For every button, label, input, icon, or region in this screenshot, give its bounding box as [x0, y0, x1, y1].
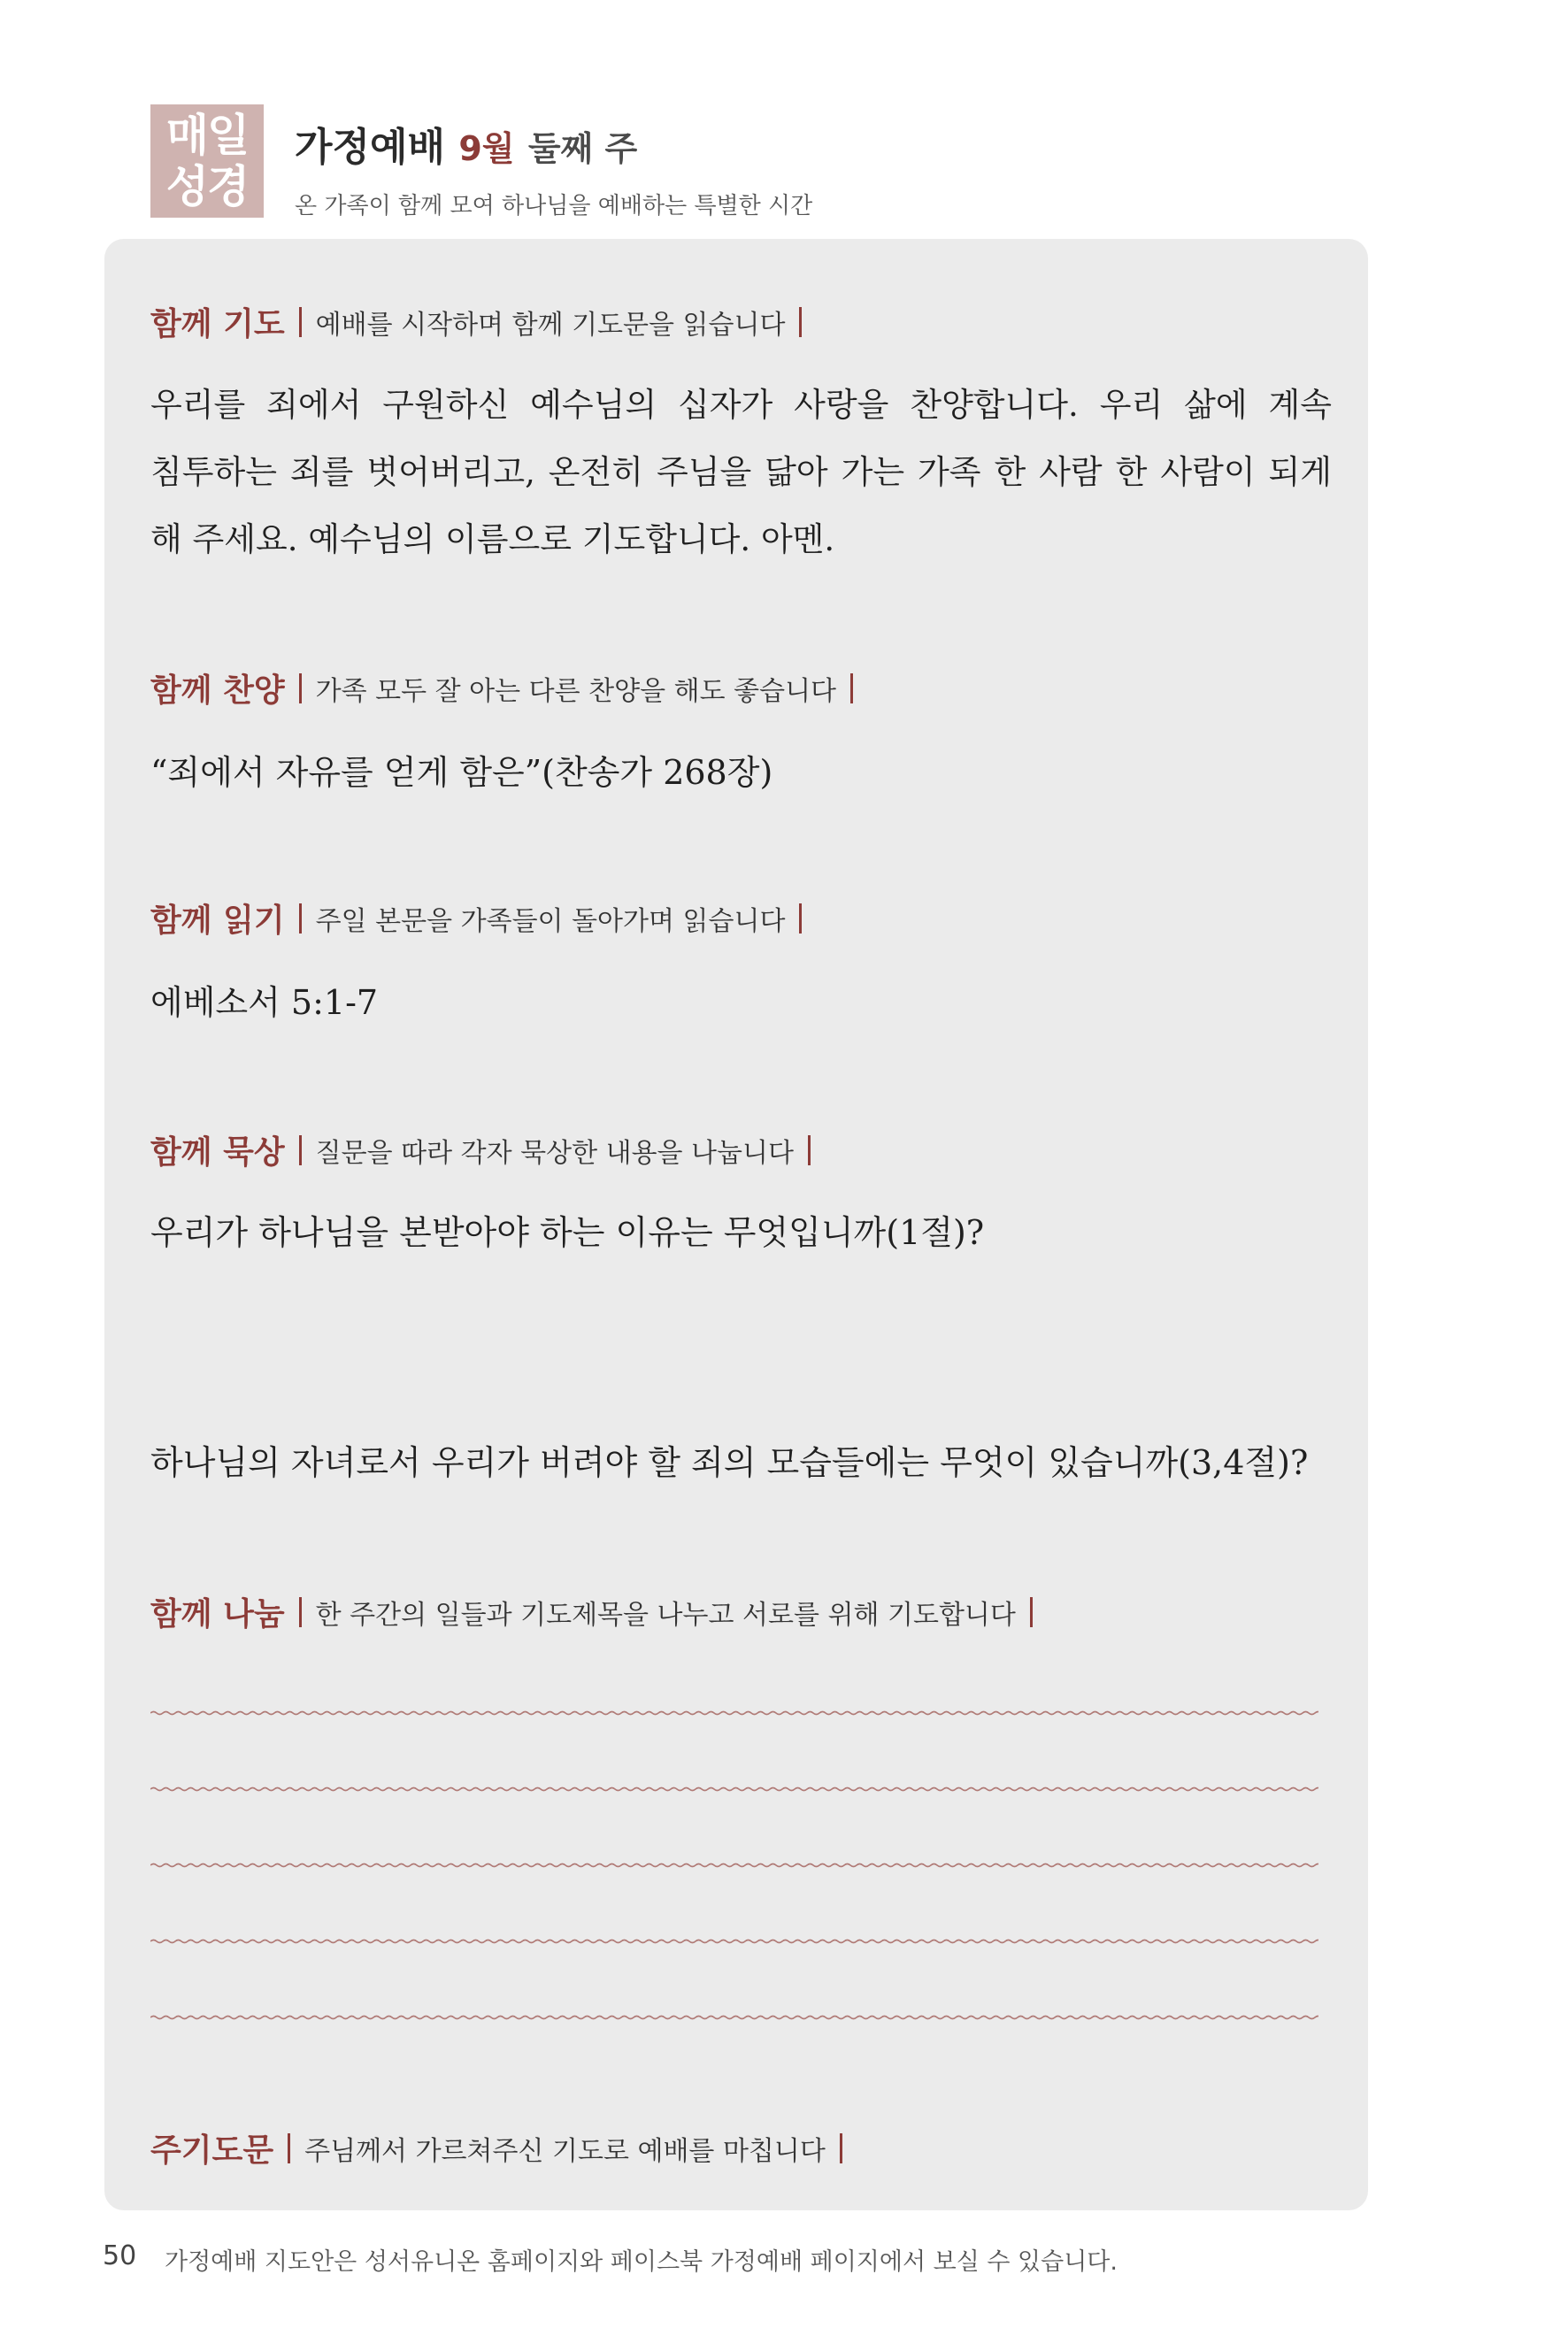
section-lords-prayer-desc: 주님께서 가르쳐주신 기도로 예배를 마칩니다 [304, 2135, 826, 2167]
wavy-line-path [150, 1788, 1318, 1791]
section-meditation-title: 함께 묵상 [150, 1134, 285, 1171]
divider-bar [799, 307, 802, 337]
page-subtitle: 온 가족이 함께 모여 하나님을 예배하는 특별한 시간 [295, 193, 813, 219]
wavy-line-path [150, 1712, 1318, 1715]
writing-line-3[interactable] [150, 1858, 1318, 1872]
section-praise-header [150, 665, 867, 711]
section-sharing-desc: 한 주간의 일들과 기도제목을 나누고 서로를 위해 기도합니다 [315, 1599, 1016, 1631]
section-meditation-desc: 질문을 따라 각자 묵상한 내용을 나눕니다 [315, 1137, 794, 1169]
section-prayer-title: 함께 기도 [150, 306, 285, 342]
divider-bar [840, 2133, 842, 2163]
page-title-month: 9월 [458, 129, 515, 168]
writing-line-5[interactable] [150, 2010, 1318, 2024]
wavy-line-path [150, 1864, 1318, 1867]
section-praise-text: “죄에서 자유를 얻게 함은”(찬송가 268장) [150, 753, 773, 792]
writing-line-1[interactable] [150, 1706, 1318, 1720]
section-praise-desc: 가족 모두 잘 아는 다른 찬양을 해도 좋습니다 [315, 675, 837, 707]
divider-bar [299, 307, 302, 337]
section-reading-header [150, 895, 816, 941]
divider-bar [850, 673, 853, 703]
logo-line-1: 매일 [165, 110, 249, 161]
section-lords-prayer-header [150, 2125, 857, 2170]
divider-bar [808, 1135, 811, 1165]
writing-line-2[interactable] [150, 1782, 1318, 1796]
section-sharing-title: 함께 나눔 [150, 1596, 285, 1633]
meditation-question-1: 우리가 하나님을 본받아야 하는 이유는 무엇입니까(1절)? [150, 1213, 985, 1252]
footer-note: 가정예배 지도안은 성서유니온 홈페이지와 페이스북 가정예배 페이지에서 보실 수 있습니다. [165, 2248, 1118, 2276]
section-praise-title: 함께 찬양 [150, 672, 285, 709]
section-reading-title: 함께 읽기 [150, 903, 285, 939]
divider-bar [288, 2133, 290, 2163]
logo-line-2: 성경 [165, 161, 249, 212]
maeil-seonggyeong-logo [150, 104, 264, 218]
divider-bar [299, 1597, 302, 1627]
page-number: 50 [103, 2240, 137, 2271]
divider-bar [299, 673, 302, 703]
divider-bar [299, 903, 302, 933]
section-prayer-desc: 예배를 시작하며 함께 기도문을 읽습니다 [315, 309, 786, 341]
meditation-question-2: 하나님의 자녀로서 우리가 버려야 할 죄의 모습들에는 무엇이 있습니까(3,4절)? [150, 1443, 1309, 1482]
wavy-line-path [150, 2017, 1318, 2019]
section-reading-desc: 주일 본문을 가족들이 돌아가며 읽습니다 [315, 905, 786, 937]
page-title-week: 둘째 주 [527, 129, 638, 168]
divider-bar [299, 1135, 302, 1165]
page-title [295, 115, 637, 172]
section-prayer-header [150, 299, 816, 344]
page-title-main: 가정예배 [295, 125, 446, 170]
section-lords-prayer-title: 주기도문 [150, 2132, 274, 2169]
divider-bar [1030, 1597, 1033, 1627]
section-prayer-text: 우리를 죄에서 구원하신 예수님의 십자가 사랑을 찬양합니다. 우리 삶에 계속 침투하는 죄를 벗어버리고, 온전히 주님을 닮아 가는 가족 한 사람 한 사람이 되게 해 주세요. 예수님의 이름으로 기도합니다. 아멘. [150, 386, 1332, 558]
wavy-line-path [150, 1940, 1318, 1943]
writing-line-4[interactable] [150, 1934, 1318, 1948]
section-meditation-header [150, 1127, 825, 1172]
divider-bar [799, 903, 802, 933]
section-reading-text: 에베소서 5:1-7 [150, 983, 379, 1022]
section-sharing-header [150, 1589, 1047, 1634]
